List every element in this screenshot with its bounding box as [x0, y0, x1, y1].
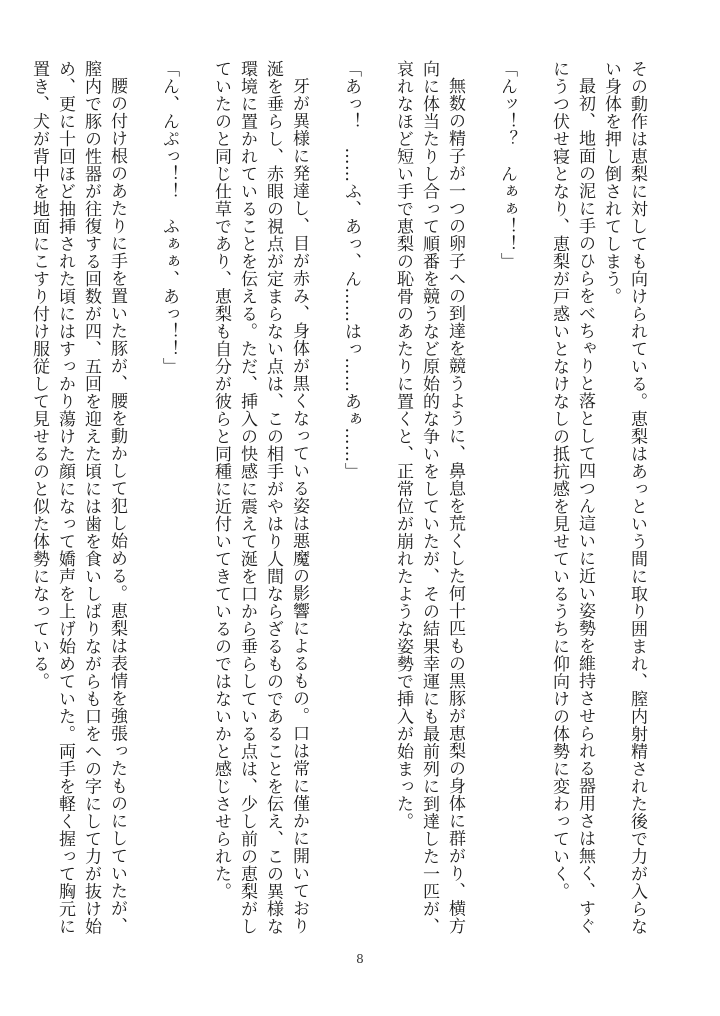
paragraph: 腰の付け根のあたりに手を置いた豚が、腰を動かして犯し始める。恵梨は表情を強張ったものにしていたが、膣内で豚の性器が往復する回数が四、五回を迎えた頃には歯を食いしばりながらも口をへの字にして力が抜け始め、更に十回ほど抽挿された頃にはすっかり蕩けた顔になって嬌声を上げ始めていた。両手を軽く握って胸元に置き、犬が背中を地面にこすり付け服従して見せるのと似た体勢になっている。	[29, 60, 127, 935]
paragraph: 最初、地面の泥に手のひらをべちゃりと落として四つん這いに近い姿勢を維持させられる器用さは無く、すぐにうつ伏せ寝となり、恵梨が戸惑いとなけなしの抵抗感を見せているうちに仰向けの体勢に変わっていく。	[549, 60, 595, 935]
paragraph: 牙が異様に発達し、目が赤み、身体が黒くなっている姿は悪魔の影響によるもの。口は常に僅かに開いており涎を垂らし、赤眼の視点が定まらない点は、この相手がやはり人間ならざるものであることを伝え、この異様な環境に置かれていることを伝える。ただ、挿入の快感に震えて涎を口から垂らしている点は、少し前の恵梨がしていたのと同じ仕草であり、恵梨も自分が彼らと同種に近付いてきているのではないかと感じさせられた。	[211, 60, 309, 935]
blank-line	[130, 60, 156, 940]
blank-line	[520, 60, 546, 940]
blank-line	[364, 60, 390, 940]
paragraph: 「ん、んぷっ！！ ふぁぁ、あっ！！」	[159, 60, 179, 375]
page-number: 8	[356, 952, 364, 966]
paragraph: 無数の精子が一つの卵子への到達を競うように、鼻息を荒くした何十匹もの黒豚が恵梨の身体に群がり、横方向に体当たりし合って順番を競うなど原始的な争いをしていたが、その結果幸運にも最前列に到達した一匹が、哀れなほど短い手で恵梨の恥骨のあたりに置くと、正常位が崩れたような姿勢で挿入が始まった。	[393, 60, 465, 935]
blank-line	[468, 60, 494, 940]
blank-line	[182, 60, 208, 940]
paragraph: 「んッ！？ んぁぁ！！」	[497, 60, 517, 270]
blank-line	[312, 60, 338, 940]
novel-body-text	[29, 60, 650, 940]
paragraph: その動作は恵梨に対しても向けられている。恵梨はあっという間に取り囲まれ、膣内射精された後で力が入らない身体を押し倒されてしまう。	[601, 60, 647, 935]
paragraph: 「あっ！ ……ふ、あっ、ん……はっ……あぁ……」	[341, 60, 361, 480]
